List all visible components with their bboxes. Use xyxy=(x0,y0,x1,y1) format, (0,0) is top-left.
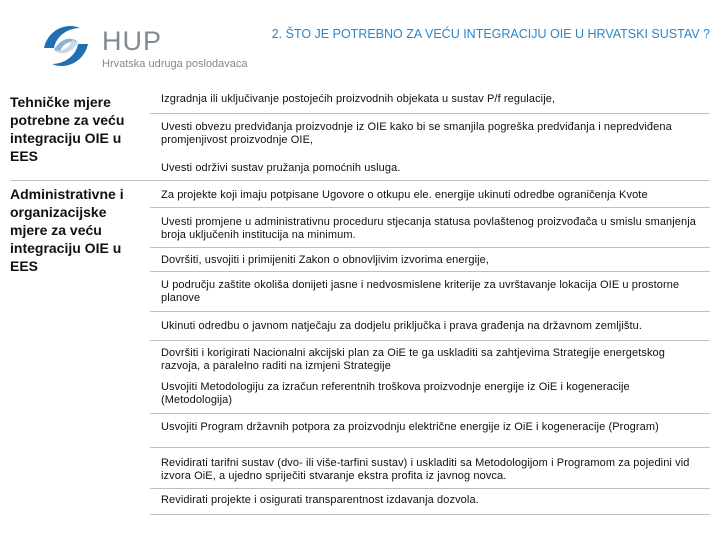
measure-item: Revidirati tarifni sustav (dvo- ili više-tarfini sustav) i uskladiti sa Metodologijom i Programom za pojedini vid izvora OiE, a ujedno spriječiti stvaranje ekstra profita iz javnog novca. xyxy=(161,457,690,482)
measure-item: Za projekte koji imaju potpisane Ugovore o otkupu ele. energije ukinuti odredbe ograničenja Kvote xyxy=(161,189,648,201)
separator-line xyxy=(150,514,710,515)
separator-line xyxy=(150,488,710,489)
category-technical: Tehničke mjere potrebne za veću integraciju OIE u EES xyxy=(10,94,125,164)
separator-line xyxy=(150,311,710,312)
category-administrative: Administrativne i organizacijske mjere za veću integraciju OIE u EES xyxy=(10,186,124,274)
section-divider xyxy=(10,180,710,181)
measure-item: Revidirati projekte i osigurati transparentnost izdavanja dozvola. xyxy=(161,494,479,506)
measure-item: Dovršiti, usvojiti i primijeniti Zakon o obnovljivim izvorima energije, xyxy=(161,254,490,266)
separator-line xyxy=(150,340,710,341)
separator-line xyxy=(150,447,710,448)
measure-item: Uvesti promjene u administrativnu proceduru stjecanja statusa povlaštenog proizvođača u smislu smanjenja broja uključenih institucija na minimum. xyxy=(161,216,697,241)
separator-line xyxy=(150,413,710,414)
logo-name: HUP xyxy=(102,26,163,56)
measure-item: Usvojiti Program državnih potpora za proizvodnju električne energije iz OiE i kogeneracije (Program) xyxy=(161,421,659,433)
measure-item: Ukinuti odredbu o javnom natječaju za dodjelu priključka i prava građenja na državnom zemljištu. xyxy=(161,320,643,332)
measure-item: Uvesti održivi sustav pružanja pomoćnih usluga. xyxy=(161,162,401,174)
logo-subtitle: Hrvatska udruga poslodavaca xyxy=(102,58,248,70)
separator-line xyxy=(150,271,710,272)
slide-title: 2. ŠTO JE POTREBNO ZA VEĆU INTEGRACIJU OIE U HRVATSKI SUSTAV ? xyxy=(271,27,710,41)
hup-logo xyxy=(38,20,258,80)
separator-line xyxy=(150,207,710,208)
measure-item: Usvojiti Metodologiju za izračun referentnih troškova proizvodnje energije iz OiE i kogeneracije (Metodologija) xyxy=(161,381,630,406)
separator-line xyxy=(150,113,710,114)
measure-item: Dovršiti i korigirati Nacionalni akcijski plan za OiE te ga uskladiti sa zahtjevima Strategije energetskog razvoja, a paralelno raditi na izmjeni Strategije xyxy=(161,347,665,372)
measure-item: Izgradnja ili uključivanje postojećih proizvodnih objekata u sustav P/f regulacije, xyxy=(161,93,556,105)
separator-line xyxy=(150,247,710,248)
measure-item: U području zaštite okoliša donijeti jasne i nedvosmislene kriterije za uvrštavanje lokacija OIE u prostorne planove xyxy=(161,279,680,304)
hup-logo-icon xyxy=(38,20,94,72)
measure-item: Uvesti obvezu predviđanja proizvodnje iz OIE kako bi se smanjila pogreška predviđanja i nepredviđena promjenjivost proizvodnje OIE, xyxy=(161,121,672,146)
